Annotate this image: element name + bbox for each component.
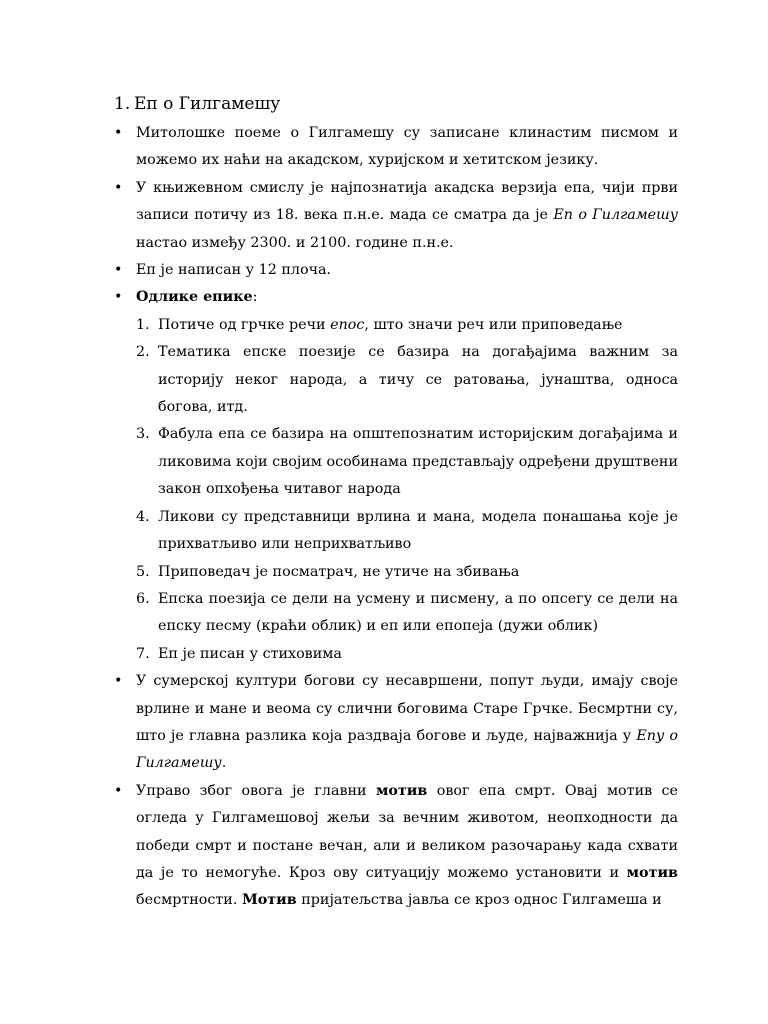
italic-term: епос [330,316,365,333]
document-body [114,120,678,915]
item-number: 4. [136,508,150,525]
bullet-icon: • [114,782,123,799]
paragraph-text: настао између 2300. и 2100. године п.н.е. [136,234,454,251]
numbered-item [136,312,678,339]
list-item [114,284,678,668]
paragraph-text: У сумерској култури богови су несавршени, попут људи, имају своје врлине и мане и веома су слични боговима Старе Грчке. Бесмртни су, што је главна разлика која раздваја богове и људе, најважнија у [136,673,678,744]
bold-heading: Одлике епике [136,289,253,306]
bullet-icon: • [114,262,123,279]
item-number: 1. [136,316,150,333]
paragraph-text: Приповедач је посматрач, не утиче на збивања [158,563,520,580]
paragraph-text: Ликови су представници врлина и мана, модела понашања које је прихватљиво или неприхватљиво [158,508,678,553]
paragraph-text: Фабула епа се базира на општепознатим историјским догађајима и ликовима који својим особинама представљају одређени друштвени закон опхођења читавог народа [158,426,678,498]
list-item [114,778,678,915]
paragraph-text: Еп је писан у стиховима [158,645,342,662]
item-number: 7. [136,645,150,662]
list-item [114,257,678,284]
item-number: 6. [136,590,150,607]
numbered-item [136,504,678,559]
paragraph-text: . [221,755,227,772]
paragraph-text: Тематика епске поезије се базира на догађајима важним за историју неког народа, а тичу се ратовања, јунаштва, односа богова, итд. [158,344,678,416]
bold-term: мотив [626,864,678,881]
list-item [114,120,678,175]
paragraph-text: овог епа смрт. Овај мотив се огледа у Гилгамешовој жељи за вечним животом, неопходности да победи смрт и постане вечан, али и великом разочарању када схвати да је то немогуће. Кроз ову ситуацију можемо установити и [136,782,679,881]
numbered-item [136,421,678,503]
paragraph-text: пријатељства јавља се кроз однос Гилгамеша и [296,892,662,909]
bullet-icon: • [114,179,123,196]
italic-title: Епу о Гилгамешу [136,727,678,772]
paragraph-text: бесмртности. [136,892,242,909]
paragraph-text: Еп је написан у 12 плоча. [136,262,332,279]
bold-term: мотив [375,782,428,799]
list-item [114,175,678,257]
paragraph-text: Управо због овога је главни [136,782,376,799]
paragraph-text: Митолошке поеме о Гилгамешу су записане клинастим писмом и можемо их наћи на акадском, хуријском и хетитском језику. [136,125,678,169]
section-heading [114,90,280,118]
numbered-list [136,312,678,668]
bullet-list [114,120,678,915]
bullet-icon: • [114,673,123,690]
numbered-item [136,586,678,641]
bullet-icon: • [114,289,123,306]
paragraph-text: У књижевном смислу је најпознатија акадска верзија епа, чији први записи потичу из 18. века п.н.е. мада се сматра да је [136,179,678,224]
section-number: 1. [114,94,131,114]
paragraph-text: : [252,289,258,306]
italic-title: Еп о Гилгамешу [553,207,678,224]
bold-term: Мотив [241,892,297,909]
item-number: 3. [136,426,150,443]
bullet-icon: • [114,125,123,141]
item-number: 5. [136,563,150,580]
numbered-item [136,339,678,421]
list-item [114,668,678,778]
paragraph-text: , што значи реч или приповедање [364,316,623,333]
numbered-item [136,641,678,668]
paragraph-text: Потиче од грчке речи [158,316,331,333]
section-title: Еп о Гилгамешу [134,94,281,114]
numbered-item [136,559,678,586]
item-number: 2. [136,344,150,361]
paragraph-text: Епска поезија се дели на усмену и писмену, а по опсегу се дели на епску песму (краћи облик) и еп или епопеја (дужи облик) [158,590,678,635]
